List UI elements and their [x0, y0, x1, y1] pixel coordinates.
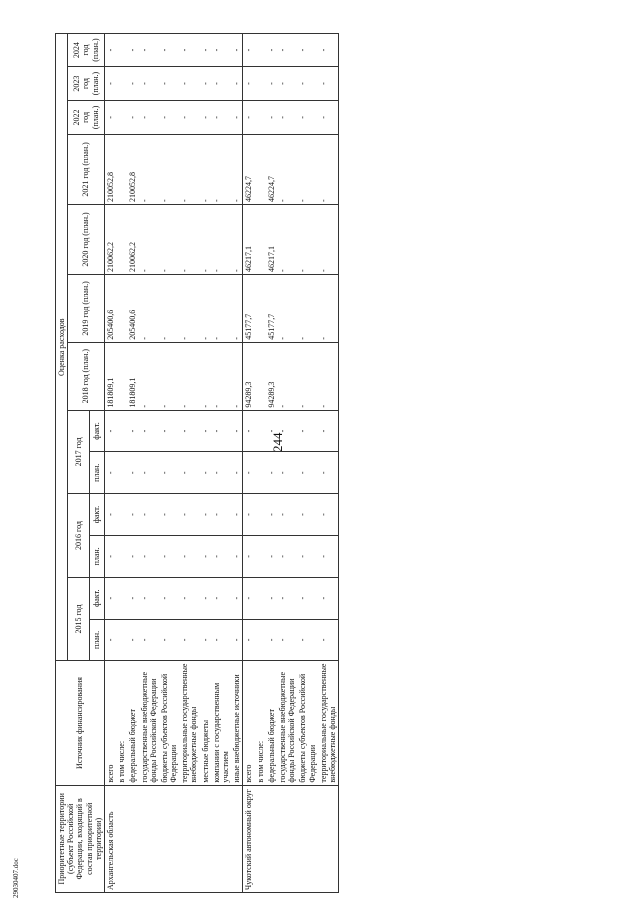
cell-past-year: -	[318, 577, 339, 619]
cell-past-year: -	[139, 619, 159, 661]
cell-2021: 46224,7	[243, 134, 255, 204]
cell-2020: 210062,2	[127, 204, 138, 274]
cell-2019: -	[211, 274, 231, 342]
cell-2019: 45177,7	[243, 274, 255, 342]
table-row	[231, 34, 243, 893]
cell-future-year: -	[104, 67, 116, 101]
cell-past-year: -	[159, 494, 179, 536]
cell-future-year: -	[104, 101, 116, 135]
header-2024: 2024 год (план.)	[68, 34, 105, 67]
cell-past-year	[116, 410, 127, 452]
cell-past-year: -	[159, 577, 179, 619]
cell-past-year	[116, 577, 127, 619]
cell-2020: -	[318, 204, 339, 274]
cell-source: в том числе:	[255, 661, 266, 785]
cell-future-year: -	[139, 101, 159, 135]
cell-past-year: -	[127, 619, 138, 661]
cell-past-year: -	[297, 494, 317, 536]
cell-2018: -	[318, 342, 339, 410]
cell-2020: -	[200, 204, 211, 274]
cell-past-year: -	[277, 410, 297, 452]
cell-2018: -	[297, 342, 317, 410]
cell-future-year	[255, 34, 266, 67]
header-2019: 2019 год (план.)	[68, 274, 105, 342]
cell-past-year: -	[266, 410, 277, 452]
cell-past-year: -	[318, 410, 339, 452]
cell-future-year: -	[277, 34, 297, 67]
cell-past-year	[255, 619, 266, 661]
cell-2019: 205400,6	[127, 274, 138, 342]
cell-future-year: -	[266, 101, 277, 135]
cell-past-year: -	[277, 619, 297, 661]
cell-future-year: -	[139, 67, 159, 101]
cell-future-year: -	[266, 34, 277, 67]
cell-past-year: -	[211, 535, 231, 577]
cell-future-year: -	[127, 34, 138, 67]
cell-past-year: -	[211, 619, 231, 661]
header-plan: план.	[89, 452, 104, 494]
cell-2019: -	[179, 274, 199, 342]
cell-territory	[255, 785, 266, 892]
table-row	[277, 34, 297, 893]
cell-past-year: -	[127, 410, 138, 452]
cell-2021: -	[139, 134, 159, 204]
cell-source: местные бюджеты	[200, 661, 211, 785]
cell-past-year: -	[266, 494, 277, 536]
cell-2021: -	[159, 134, 179, 204]
cell-2020	[255, 204, 266, 274]
table-row	[179, 34, 199, 893]
cell-future-year: -	[231, 34, 243, 67]
cell-future-year: -	[159, 101, 179, 135]
cell-past-year: -	[243, 410, 255, 452]
cell-2020: -	[159, 204, 179, 274]
cell-2020: 46217,1	[266, 204, 277, 274]
cell-past-year	[116, 452, 127, 494]
cell-past-year: -	[104, 535, 116, 577]
rotated-table-frame	[55, 33, 630, 893]
cell-past-year: -	[159, 452, 179, 494]
table-row	[104, 34, 116, 893]
cell-past-year: -	[297, 577, 317, 619]
table-row	[266, 34, 277, 893]
cell-past-year: -	[179, 619, 199, 661]
cell-future-year: -	[297, 101, 317, 135]
cell-past-year	[255, 577, 266, 619]
cell-future-year: -	[211, 101, 231, 135]
cell-2020: 210062,2	[104, 204, 116, 274]
table-row	[255, 34, 266, 893]
cell-2019: -	[318, 274, 339, 342]
cell-past-year: -	[159, 410, 179, 452]
header-estimate: Оценка расходов	[56, 34, 68, 661]
cell-future-year: -	[211, 67, 231, 101]
cell-past-year: -	[200, 452, 211, 494]
cell-territory	[297, 785, 317, 892]
cell-future-year: -	[211, 34, 231, 67]
cell-past-year	[116, 619, 127, 661]
header-2023: 2023 год (план.)	[68, 67, 105, 101]
cell-2018: 181809,1	[104, 342, 116, 410]
cell-past-year: -	[179, 410, 199, 452]
cell-2021: -	[231, 134, 243, 204]
cell-2021: 210052,8	[127, 134, 138, 204]
cell-territory	[318, 785, 339, 892]
cell-source: компании с государственным участием	[211, 661, 231, 785]
cell-past-year: -	[266, 577, 277, 619]
cell-past-year	[116, 494, 127, 536]
cell-2018: 94289,3	[266, 342, 277, 410]
header-plan: план.	[89, 535, 104, 577]
cell-territory	[127, 785, 138, 892]
cell-territory	[116, 785, 127, 892]
header-year-2017: 2017 год	[68, 410, 89, 494]
table-body	[104, 34, 338, 893]
cell-past-year: -	[277, 494, 297, 536]
table-row	[211, 34, 231, 893]
cell-2020	[116, 204, 127, 274]
cell-past-year: -	[266, 535, 277, 577]
document-id: 29030407.doc	[12, 858, 20, 898]
cell-territory	[277, 785, 297, 892]
cell-2021: -	[211, 134, 231, 204]
header-fact: факт.	[89, 494, 104, 536]
page-number: 244	[270, 432, 285, 452]
cell-future-year: -	[243, 34, 255, 67]
cell-source: федеральный бюджет	[266, 661, 277, 785]
cell-past-year: -	[200, 535, 211, 577]
cell-future-year: -	[179, 67, 199, 101]
header-year-2016: 2016 год	[68, 494, 89, 578]
cell-past-year: -	[179, 535, 199, 577]
cell-future-year: -	[318, 34, 339, 67]
cell-past-year: -	[104, 577, 116, 619]
table-row	[200, 34, 211, 893]
cell-2020: 46217,1	[243, 204, 255, 274]
cell-past-year: -	[297, 535, 317, 577]
cell-past-year	[255, 452, 266, 494]
cell-past-year: -	[200, 410, 211, 452]
cell-2019: -	[277, 274, 297, 342]
cell-territory	[139, 785, 159, 892]
cell-future-year: -	[266, 67, 277, 101]
cell-territory	[159, 785, 179, 892]
cell-source: территориальные государственные внебюджетные фонды	[318, 661, 339, 785]
cell-2018	[255, 342, 266, 410]
cell-2020: -	[179, 204, 199, 274]
cell-2020: -	[139, 204, 159, 274]
cell-2018: 94289,3	[243, 342, 255, 410]
cell-past-year: -	[211, 494, 231, 536]
cell-2018: -	[277, 342, 297, 410]
cell-source: всего	[243, 661, 255, 785]
cell-2019: -	[297, 274, 317, 342]
cell-2020: -	[231, 204, 243, 274]
table-row	[243, 34, 255, 893]
cell-2021: -	[318, 134, 339, 204]
cell-source: государственные внебюджетные фонды Российской Федерации	[277, 661, 297, 785]
cell-2021: -	[200, 134, 211, 204]
cell-future-year: -	[139, 34, 159, 67]
cell-past-year: -	[127, 535, 138, 577]
cell-past-year: -	[200, 494, 211, 536]
cell-future-year: -	[200, 67, 211, 101]
cell-2019	[255, 274, 266, 342]
cell-2018: -	[200, 342, 211, 410]
cell-past-year: -	[104, 410, 116, 452]
cell-source: территориальные государственные внебюджетные фонды	[179, 661, 199, 785]
cell-territory	[179, 785, 199, 892]
cell-past-year: -	[243, 494, 255, 536]
cell-future-year	[116, 67, 127, 101]
cell-future-year	[255, 67, 266, 101]
cell-future-year: -	[243, 101, 255, 135]
cell-past-year: -	[231, 410, 243, 452]
cell-future-year: -	[159, 34, 179, 67]
cell-2020: -	[277, 204, 297, 274]
cell-past-year: -	[139, 452, 159, 494]
cell-2018	[116, 342, 127, 410]
cell-2021: 210052,8	[104, 134, 116, 204]
cell-past-year	[116, 535, 127, 577]
header-2020: 2020 год (план.)	[68, 204, 105, 274]
cell-future-year: -	[159, 67, 179, 101]
cell-source: государственные внебюджетные фонды Российской Федерации	[139, 661, 159, 785]
cell-2019: -	[231, 274, 243, 342]
table-row	[297, 34, 317, 893]
cell-past-year: -	[297, 452, 317, 494]
cell-past-year: -	[127, 494, 138, 536]
cell-2018: -	[159, 342, 179, 410]
cell-territory: Чукотский автономный округ	[243, 785, 255, 892]
cell-2018: -	[231, 342, 243, 410]
cell-past-year: -	[139, 577, 159, 619]
cell-past-year: -	[200, 577, 211, 619]
cell-future-year: -	[104, 34, 116, 67]
cell-past-year: -	[139, 410, 159, 452]
table-row	[139, 34, 159, 893]
cell-past-year: -	[231, 452, 243, 494]
cell-future-year	[116, 101, 127, 135]
cell-past-year: -	[243, 452, 255, 494]
cell-past-year: -	[243, 619, 255, 661]
cell-future-year: -	[127, 101, 138, 135]
cell-source: в том числе:	[116, 661, 127, 785]
cell-past-year: -	[139, 494, 159, 536]
cell-past-year: -	[211, 452, 231, 494]
cell-past-year: -	[211, 410, 231, 452]
cell-past-year: -	[243, 577, 255, 619]
cell-past-year: -	[266, 619, 277, 661]
cell-future-year: -	[277, 67, 297, 101]
cell-future-year: -	[200, 34, 211, 67]
cell-2021: -	[179, 134, 199, 204]
cell-past-year: -	[318, 619, 339, 661]
cell-2018: -	[139, 342, 159, 410]
cell-future-year: -	[179, 34, 199, 67]
cell-territory	[266, 785, 277, 892]
header-2018: 2018 год (план.)	[68, 342, 105, 410]
cell-source: бюджеты субъектов Российской Федерации	[159, 661, 179, 785]
cell-future-year: -	[318, 101, 339, 135]
cell-past-year: -	[318, 452, 339, 494]
cell-past-year: -	[139, 535, 159, 577]
cell-2019: 205400,6	[104, 274, 116, 342]
cell-past-year: -	[127, 452, 138, 494]
cell-2018: -	[211, 342, 231, 410]
cell-2021	[116, 134, 127, 204]
cell-past-year: -	[179, 577, 199, 619]
cell-past-year: -	[127, 577, 138, 619]
cell-future-year: -	[127, 67, 138, 101]
cell-2019: -	[200, 274, 211, 342]
header-year-2015: 2015 год	[68, 577, 89, 661]
cell-2019: -	[139, 274, 159, 342]
cell-past-year: -	[179, 452, 199, 494]
cell-past-year: -	[243, 535, 255, 577]
cell-2019	[116, 274, 127, 342]
cell-source: иные внебюджетные источники	[231, 661, 243, 785]
header-territory: Приоритетные территории (субъект Российской Федерации, входящий в состав приоритетной территории)	[56, 785, 105, 892]
header-plan: план.	[89, 619, 104, 661]
cell-past-year: -	[231, 577, 243, 619]
header-2021: 2021 год (план.)	[68, 134, 105, 204]
cell-past-year: -	[231, 535, 243, 577]
cell-past-year	[255, 535, 266, 577]
cell-past-year: -	[231, 619, 243, 661]
expenditure-table	[55, 33, 339, 893]
cell-past-year: -	[318, 494, 339, 536]
cell-past-year: -	[277, 452, 297, 494]
cell-future-year: -	[243, 67, 255, 101]
cell-2019: 45177,7	[266, 274, 277, 342]
table-row	[127, 34, 138, 893]
cell-past-year: -	[297, 619, 317, 661]
header-fact: факт.	[89, 577, 104, 619]
header-source: Источник финансирования	[56, 661, 105, 785]
cell-future-year: -	[231, 67, 243, 101]
cell-2021: -	[277, 134, 297, 204]
cell-past-year: -	[231, 494, 243, 536]
cell-past-year: -	[159, 535, 179, 577]
cell-future-year: -	[297, 34, 317, 67]
cell-future-year	[255, 101, 266, 135]
cell-territory: Архангельская область	[104, 785, 116, 892]
cell-2021: 46224,7	[266, 134, 277, 204]
cell-future-year: -	[179, 101, 199, 135]
header-fact: факт.	[89, 410, 104, 452]
cell-source: всего	[104, 661, 116, 785]
cell-past-year: -	[104, 452, 116, 494]
header-2022: 2022 год (план.)	[68, 101, 105, 135]
table-row	[318, 34, 339, 893]
cell-2021: -	[297, 134, 317, 204]
cell-future-year: -	[318, 67, 339, 101]
cell-past-year: -	[179, 494, 199, 536]
cell-future-year: -	[297, 67, 317, 101]
cell-future-year: -	[231, 101, 243, 135]
cell-past-year: -	[318, 535, 339, 577]
cell-2018: 181809,1	[127, 342, 138, 410]
cell-future-year	[116, 34, 127, 67]
cell-past-year: -	[104, 494, 116, 536]
cell-past-year: -	[297, 410, 317, 452]
table-header	[56, 34, 105, 893]
cell-source: бюджеты субъектов Российской Федерации	[297, 661, 317, 785]
table-row	[159, 34, 179, 893]
table-row	[116, 34, 127, 893]
cell-2020: -	[297, 204, 317, 274]
cell-2019: -	[159, 274, 179, 342]
cell-past-year: -	[266, 452, 277, 494]
cell-past-year: -	[211, 577, 231, 619]
cell-past-year: -	[159, 619, 179, 661]
cell-past-year: -	[200, 619, 211, 661]
cell-territory	[211, 785, 231, 892]
cell-past-year	[255, 494, 266, 536]
cell-past-year: -	[104, 619, 116, 661]
cell-source: федеральный бюджет	[127, 661, 138, 785]
cell-past-year	[255, 410, 266, 452]
cell-2018: -	[179, 342, 199, 410]
cell-future-year: -	[277, 101, 297, 135]
cell-future-year: -	[200, 101, 211, 135]
cell-past-year: -	[277, 535, 297, 577]
cell-2021	[255, 134, 266, 204]
cell-territory	[200, 785, 211, 892]
cell-past-year: -	[277, 577, 297, 619]
cell-2020: -	[211, 204, 231, 274]
cell-territory	[231, 785, 243, 892]
